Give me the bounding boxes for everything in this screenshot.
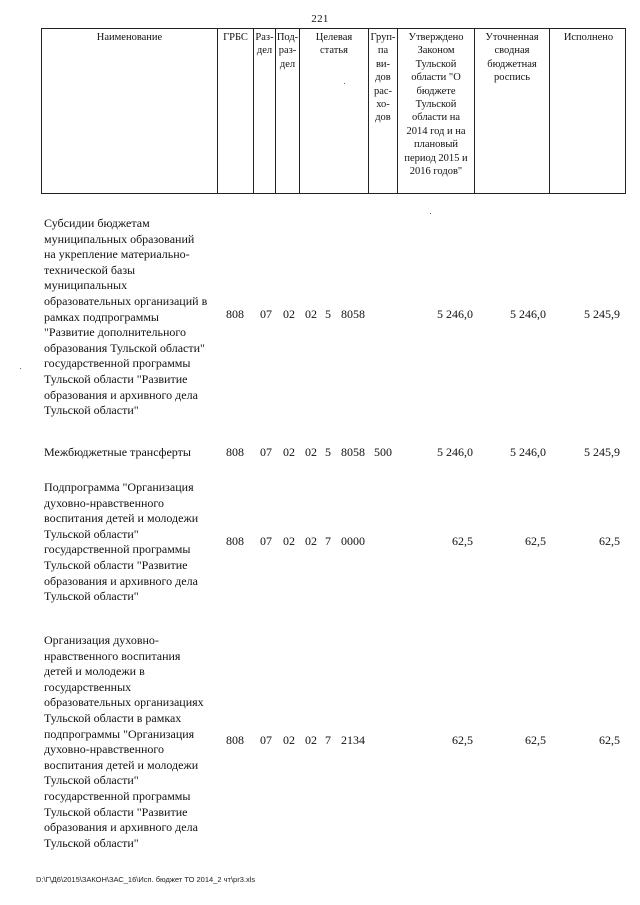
cell-podrazdel: 02 xyxy=(283,733,295,747)
cell-executed: 5 245,9 xyxy=(584,307,620,321)
cell-target-1: 02 xyxy=(305,733,317,747)
cell-executed: 62,5 xyxy=(599,733,620,747)
column-header-group: Груп- па ви- дов рас- хо- дов xyxy=(369,29,398,193)
cell-target-2: 5 xyxy=(325,307,331,321)
column-header-podrazdel: Под- раз- дел xyxy=(276,29,300,193)
cell-razdel: 07 xyxy=(260,445,272,459)
cell-target-3: 2134 xyxy=(341,733,365,747)
cell-grbs: 808 xyxy=(226,445,244,459)
page-number: 221 xyxy=(311,13,329,25)
cell-target-2: 7 xyxy=(325,733,331,747)
column-header-target: Целевая статья xyxy=(300,29,369,193)
cell-grbs: 808 xyxy=(226,733,244,747)
column-header-executed: Исполнено xyxy=(563,32,614,43)
scan-speck xyxy=(344,83,345,84)
cell-approved: 5 246,0 xyxy=(437,445,473,459)
cell-target-3: 8058 xyxy=(341,445,365,459)
cell-target-2: 5 xyxy=(325,445,331,459)
row-name: Подпрограмма "Организация духовно-нравственного воспитания детей и молодежи Тульской области" государственной программы Тульской области "Развитие образования и архивного дела Тульской области" xyxy=(44,480,199,604)
cell-approved: 5 246,0 xyxy=(437,307,473,321)
cell-target-1: 02 xyxy=(305,445,317,459)
cell-grbs: 808 xyxy=(226,534,244,548)
cell-approved: 62,5 xyxy=(452,733,473,747)
cell-grbs: 808 xyxy=(226,307,244,321)
column-header-refined: Уточненная сводная бюджетная роспись xyxy=(475,29,550,193)
cell-refined: 62,5 xyxy=(525,534,546,548)
cell-razdel: 07 xyxy=(260,534,272,548)
column-header-approved: Утверждено Законом Тульской области "О бюджете Тульской области на 2014 год и на плановый период 2015 и 2016 годов" xyxy=(398,29,475,193)
cell-executed: 62,5 xyxy=(599,534,620,548)
table-header xyxy=(41,28,626,194)
cell-approved: 62,5 xyxy=(452,534,473,548)
cell-executed: 5 245,9 xyxy=(584,445,620,459)
cell-razdel: 07 xyxy=(260,307,272,321)
cell-podrazdel: 02 xyxy=(283,307,295,321)
column-header-name: Наименование xyxy=(42,29,218,193)
cell-podrazdel: 02 xyxy=(283,534,295,548)
cell-group: 500 xyxy=(374,445,392,459)
cell-refined: 5 246,0 xyxy=(510,445,546,459)
file-path-footer: D:\Г\Д6\2015\ЗАКОН\ЗАС_16\Исп. бюджет ТО 2014_2 чт\pr3.xls xyxy=(36,875,256,884)
cell-target-3: 8058 xyxy=(341,307,365,321)
column-header-razdel: Раз- дел xyxy=(254,29,276,193)
cell-podrazdel: 02 xyxy=(283,445,295,459)
cell-target-1: 02 xyxy=(305,534,317,548)
cell-target-1: 02 xyxy=(305,307,317,321)
cell-refined: 62,5 xyxy=(525,733,546,747)
cell-target-2: 7 xyxy=(325,534,331,548)
cell-refined: 5 246,0 xyxy=(510,307,546,321)
row-name: Организация духовно- нравственного воспитания детей и молодежи в государственных образовательных организациях Тульской области в рамках подпрограммы "Организация духовно-нравственного воспитания детей и молодежи Тульской области" государственной программы Тульской области "Развитие образования и архивного дела Тульской области" xyxy=(44,633,204,850)
scan-speck xyxy=(430,213,431,214)
column-header-grbs: ГРБС xyxy=(218,29,254,193)
row-name: Субсидии бюджетам муниципальных образований на укрепление материально- технической базы муниципальных образовательных организаций в рамках подпрограммы "Развитие дополнительного образования Тульской области" государственной программы Тульской области "Развитие образования и архивного дела Тульской области" xyxy=(44,216,208,418)
row-name: Межбюджетные трансферты xyxy=(44,445,191,459)
scan-speck xyxy=(20,368,21,369)
cell-razdel: 07 xyxy=(260,733,272,747)
cell-target-3: 0000 xyxy=(341,534,365,548)
